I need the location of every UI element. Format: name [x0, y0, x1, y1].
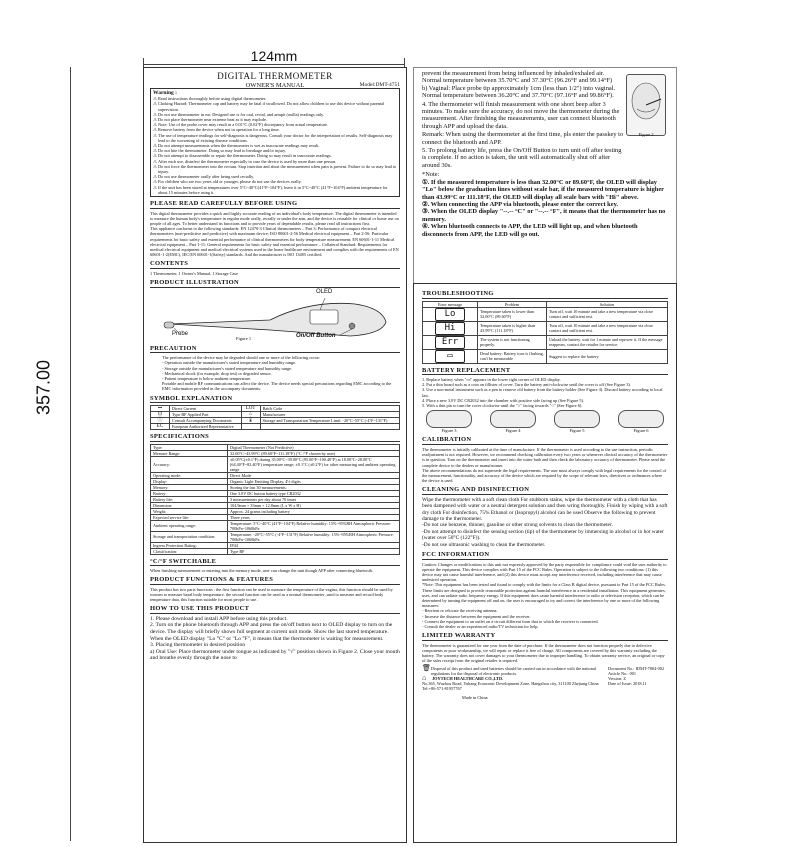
warning-text: Remove battery from the device when not in operation for a long time. — [158, 127, 280, 133]
spec-label: Accuracy: — [151, 456, 228, 472]
battery-figure — [422, 410, 476, 433]
warning-text: Note: Use of the probe cover may result in a 0.01°C (0.02°F) discrepancy from actual temperature. — [158, 122, 329, 128]
spec-value: One 3.0V DC button battery type CR2032 — [228, 490, 400, 496]
spec-value: Three years — [228, 514, 400, 520]
spec-label: Battery: — [151, 490, 228, 496]
switchable-body: When finishing measurement or entering into the memory mode, user can change the unit though APP after connecting bluetooth. — [150, 568, 373, 574]
fcc-item: - Increase the distance between the equipment and the receiver. — [422, 613, 531, 619]
fcc-note: *Note: This equipment has been tested and found to comply with the limits for a Class B digital device, pursuant to Part 15 of the FCC Rules. These limits are designed to provide reasonable protection against harmful interference in a residential installation. This equipment generates, uses, and can radiate radio frequency energy. If this equipment does cause harmful interference to radio or television reception, which can be determined by turning the equipment off and on, the user is encouraged to try and correct the interference by one or more of the following measures: — [422, 582, 666, 609]
probe-tip — [164, 322, 174, 328]
fcc-heading: FCC INFORMATION — [422, 551, 668, 560]
trouble-problem: Dead battery: Battery icon is flashing, can't be measurable — [478, 349, 547, 363]
spec-value: Storing the last 30 measurements. — [228, 484, 400, 490]
battery-figure-drawing — [618, 410, 664, 428]
warning-text: Do not use thermometer in ear. Designed use is for oral, rectal, and armpit (axilla) readings only. — [158, 111, 325, 117]
fcc-body: Caution: Changes or modifications to this unit not expressly approved by the party responsible for compliance could void the user authority to operate the equipment. This device complies with Part 15 of the FCC Rules. Operation is subject to the following two conditions: (1) this device may not cause harmful interference, and (2) this device must accept any interference received, including interference that may cause undesired operation. — [422, 561, 667, 583]
spec-label: Classification: — [151, 548, 228, 554]
precaution-heading: PRECAUTION — [150, 345, 400, 354]
error-code: ▭ — [435, 350, 465, 363]
warning-icon: ⚠ — [153, 158, 157, 164]
spec-value: Temperature: -20°C~55°C (-4°F~131°F) Relative humidity: 15%~95%RH Atmospheric Pressure: 700hPa~1060hPa — [228, 531, 400, 542]
manufacturer-icon: ⌂ — [241, 412, 260, 418]
warning-heading: Warning : — [153, 90, 177, 97]
read-carefully-heading: PLEASE READ CAREFULLY BEFORE USING — [150, 200, 400, 209]
howto-steps — [150, 616, 400, 662]
note-item: ③. When the OLED display "--.-- °C" or "--.-- °F", it means that the thermometer has no memory. — [422, 208, 666, 223]
spec-label: Ingress Protection Rating: — [151, 542, 228, 548]
page-subtitle: OWNER'S MANUAL — [245, 82, 305, 89]
trouble-solution: Suggest to replace the battery. — [547, 349, 668, 363]
spec-row — [151, 548, 400, 554]
error-code: Hi — [435, 322, 465, 335]
battery-heading: BATTERY REPLACEMENT — [422, 367, 668, 376]
warning-icon: ⚠ — [153, 148, 157, 154]
spec-value: ±0.05°C(±0.1°F) during 35.00°C~39.00°C (95.00°F~100.40°F) at 18.00°C~28.00°C (64.40°F~82.40°F) temperature range; ±0.1°C (±0.2°F) for other measuring and ambient operating range — [228, 456, 400, 472]
type-bf-icon: ⊡ — [151, 412, 170, 418]
thermometer-body — [170, 303, 386, 336]
howto-heading: HOW TO USE THIS PRODUCT — [150, 605, 400, 614]
trouble-heading: TROUBLESHOOTING — [422, 290, 668, 299]
company-name: JOYTECH HEALTHCARE CO.,LTD. — [432, 675, 504, 681]
height-label: 357.00 — [33, 359, 54, 416]
battery-step: 4. Place a new 3.0V DC CR2032 into the chamber with positive side facing up (See Figure 5). — [422, 397, 584, 403]
usage-line: Remark: When using the thermometer at the first time, pls enter the passkey to connect the bluetooth and APP. — [422, 131, 624, 146]
width-label: 124mm — [250, 48, 298, 64]
fcc-item: - Consult the dealer or an experienced radio/TV technician for help. — [422, 624, 539, 630]
spec-label: Display: — [151, 478, 228, 484]
symbol-text: Consult Accompanying Documents — [170, 418, 242, 424]
trouble-problem: The system is not functioning properly. — [478, 335, 547, 349]
fcc-list — [422, 608, 668, 629]
made-in: Made in China — [462, 694, 488, 700]
doc-number: Document No.: IDMT-7804-002 — [608, 665, 665, 671]
specs-heading: SPECIFICATIONS — [150, 433, 400, 442]
ec-rep-icon: EC — [151, 424, 170, 430]
usage-line: 5. To prolong battery life, press the On/Off Button to turn unit off after testing is complete. If no action is taken, the unit will automatically shut off after around 30s. — [422, 147, 622, 169]
consult-docs-icon: ⓘ — [151, 418, 170, 424]
model-number: Model:DMT-4751 — [359, 82, 400, 88]
cleaning-heading: CLEANING AND DISINFECTION — [422, 486, 668, 495]
spec-label: Dimension: — [151, 502, 228, 508]
battery-figure-caption: Figure 4 — [505, 428, 521, 434]
spec-label: Type: — [151, 444, 228, 450]
warning-item — [153, 101, 397, 111]
warranty-body: The thermometer is guaranteed for one year from the date of purchase. If the thermometer does not function properly due to defective components or poor workmanship, we will repair or replace it free of charge. All components are covered by this warranty excluding the battery. The warranty does not cover damages to your thermometer due to improper handling. To obtain warranty service, an original or copy of the sales receipt from the original retailer is required. — [422, 642, 665, 664]
battery-figure-caption: Figure 3 — [441, 428, 457, 434]
precaution-item: - Mechanical shock (for example, drop test) or degraded sensor. — [162, 370, 272, 376]
width-dimension — [143, 48, 405, 68]
warning-box — [150, 88, 400, 197]
symbol-text: Batch Code — [260, 406, 399, 412]
usage-line: Normal temperature between 35.70°C and 37.30°C (96.26°F and 99.14°F) — [422, 77, 613, 85]
error-code: Err — [435, 336, 465, 349]
direct-current-icon: ⎓ — [151, 406, 170, 412]
symbol-row — [151, 418, 400, 424]
company-tel: Tel:+86-571-81957767 — [422, 686, 462, 692]
issue-date: Date of Issue: 2018.11 — [608, 681, 647, 687]
warning-text: Do not use thermometer orally after being used rectally. — [158, 174, 255, 180]
fcc-item: - Reorient or relocate the receiving antenna. — [422, 608, 498, 614]
trouble-col-header: Problem — [478, 301, 547, 307]
battery-figure-caption: Figure 5 — [569, 428, 585, 434]
howto-step: 1. Please download and install APP before using this product. — [150, 615, 288, 622]
error-code: Lo — [435, 308, 465, 321]
spec-value: 3 measurements per day about 70 times — [228, 496, 400, 502]
note-item: ①. If the measured temperature is less than 32.00°C or 89.60°F, the OLED will display "Lo" below the graduation lines without scale bar, if the measured temperature is higher than 43.99°C or 111.18°F, the OLED will display all scale bars with "Hi" above. — [422, 178, 664, 201]
trouble-solution: Turn off, wait 10 minute and take a new temperature via close contact and sufficient rest. — [547, 307, 668, 321]
spec-label: Measure Range: — [151, 450, 228, 456]
notes-list — [422, 179, 668, 238]
trouble-solution: Turn off, wait 10 minute and take a new temperature via close contact and sufficient rest. — [547, 321, 668, 335]
warning-icon: ⚠ — [153, 127, 157, 133]
battery-step: 1. Replace battery when "▭" appears in the lower right corner of OLED display. — [422, 377, 561, 382]
button-drawing — [349, 323, 355, 329]
manufacturer-icon: ⌂ — [422, 673, 427, 682]
symbol-text: Manufacturer — [260, 412, 399, 418]
battery-figure — [486, 410, 540, 433]
cleaning-item: -Do not use ultrasonic washing to clean the thermometer. — [422, 541, 546, 548]
troubleshooting-table — [422, 301, 668, 364]
warning-list — [153, 96, 397, 195]
warning-icon: ⚠ — [153, 163, 157, 169]
spec-label: Storage and transportation condition: — [151, 531, 228, 542]
left-panel — [143, 67, 407, 843]
oled-label: OLED — [316, 288, 333, 295]
precaution-item: - Operation outside the manufacturer's stated temperature and humidity range. — [162, 360, 297, 366]
precaution-item: - Patient temperature is below ambient temperature. — [162, 375, 252, 381]
spec-label: Ambient operating range: — [151, 520, 228, 531]
warning-text: Choking Hazard: Thermometer cap and battery may be fatal if swallowed. Do not allow children to use this device without parental supervision. — [158, 101, 385, 112]
spec-value: 104.9mm × 33mm × 12.8mm (L x W x H) — [228, 502, 400, 508]
illustration-figure — [150, 290, 400, 342]
spec-row — [151, 531, 400, 542]
fcc-item: - Connect the equipment to an outlet on a circuit different from that to which the receiver is connected. — [422, 618, 599, 624]
battery-figure-drawing — [490, 410, 536, 428]
warranty-heading: LIMITED WARRANTY — [422, 632, 668, 641]
symbol-text: Direct Current — [170, 406, 242, 412]
spec-label: Expected service life: — [151, 514, 228, 520]
switchable-heading: °C/°F SWITCHABLE — [150, 558, 400, 567]
trouble-col-header: Error message — [423, 301, 478, 307]
illustration-heading: PRODUCT ILLUSTRATION — [150, 279, 400, 288]
button-label: On/Off Button — [296, 332, 336, 339]
page-title: DIGITAL THERMOMETER — [217, 71, 333, 81]
warning-text: After each use, disinfect the thermometer especially in case the device is used by more than one person. — [158, 158, 337, 164]
cleaning-item: -Do not attempt to disinfect the sensing section (tip) of the thermometer by immersing in alcohol or in hot water (water over 50°C (122°F)). — [422, 528, 664, 542]
trouble-problem: Temperature taken is lower than 32.00°C (89.60°F) — [478, 307, 547, 321]
figure-1-caption: Figure 1 — [236, 335, 252, 341]
warning-icon: ⚠ — [153, 143, 157, 149]
warning-text: Do not attempt to disassemble or repair the thermometer. Doing so may result in inaccurate readings. — [158, 153, 332, 159]
figure-2-caption: Figure 2 — [638, 132, 654, 138]
symbol-text: Storage and Transportation Temperature Limit: -20°C~55°C (-4°F~131°F) — [260, 418, 399, 424]
height-dimension — [20, 67, 80, 841]
trouble-row — [423, 349, 668, 363]
warning-item — [153, 185, 397, 195]
note-item: ④. When bluetooth connects to APP, the LED will light up, and when bluetooth disconnects from APP, the LED will go out. — [422, 223, 638, 238]
trouble-col-header: Solution — [547, 301, 668, 307]
functions-body: This product has two parts functions : the first function can be used to measure the temperature of the vagina, this function should be used by women to measure basal body temperature. the second function can be used as a normal thermometer ,used to measure and record body temperature data, this function suitable for most people to use . — [150, 586, 393, 603]
precaution-item: Portable and mobile RF communications can affect the device. The device needs special precautions regarding EMC according to the EMC information provided in the accompany documents. — [162, 381, 392, 392]
figure-2-drawing — [626, 74, 666, 136]
spec-row — [151, 456, 400, 472]
symbols-table — [150, 405, 400, 430]
error-message-display — [423, 335, 478, 349]
symbol-row — [151, 424, 400, 430]
company-address: No.365, Wuzhou Road, Yuhang Economic Development Zone, Hangzhou city, 311100 Zhejiang China — [422, 681, 599, 687]
warning-icon: ⚠ — [153, 153, 157, 159]
batch-code-icon: LOT — [241, 406, 260, 412]
cleaning-body: Wipe the thermometer with a soft clean cloth For stubborn stains, wipe the thermometer with a cloth that has been dampened with water or a neutral detergent solution and then wring thoroughly. Finish by wiping with a soft dry cloth For disinfection, 75% Ethanol or (Isopropyl) alcohol can be used Observe the following to prevent damage to the thermometer. — [422, 496, 668, 523]
warning-icon: ⚠ — [153, 184, 157, 190]
warning-text: Do not bite the thermometer. Doing so may lead to breakage and/or injury. — [158, 148, 287, 154]
spec-value: Digital Thermometer (Not Predictive) — [228, 444, 400, 450]
warning-text: The use of temperature readings for self-diagnosis is dangerous. Consult your doctor for the interpretation of results. Self-diagnosis may lead to the worsening of existing disease conditions. — [158, 132, 393, 143]
probe-label: Probe — [172, 330, 189, 337]
warning-icon: ⚠ — [153, 174, 157, 180]
warning-icon: ⚠ — [153, 111, 157, 117]
error-message-display — [423, 321, 478, 335]
warning-icon: ⚠ — [153, 101, 157, 107]
spec-label: Battery life: — [151, 496, 228, 502]
note-item: ②. When connecting the APP via bluetooth, please enter the correct key. — [422, 200, 619, 208]
spec-label: Operating mode: — [151, 472, 228, 478]
battery-figure-drawing — [554, 410, 600, 428]
spec-value: Type BF — [228, 548, 400, 554]
specs-table — [150, 444, 400, 555]
symbol-text: Type BF Applied Part — [170, 412, 242, 418]
spec-value: Temperature: 5°C~40°C (41°F~104°F) Relative humidity: 15%~95%RH Atmospheric Pressure: 700hPa~1060hPa — [228, 520, 400, 531]
trouble-row — [423, 321, 668, 335]
spec-label: Memory: — [151, 484, 228, 490]
cleaning-list — [422, 522, 668, 548]
spec-value: IP44 — [228, 542, 400, 548]
howto-step: 3. Placing thermometer in desired position — [150, 642, 246, 649]
blank-icon — [241, 424, 260, 430]
calibration-heading: CALIBRATION — [422, 436, 668, 445]
error-message-display — [423, 307, 478, 321]
warning-item — [153, 133, 397, 143]
spec-value: Approx. 24 grams including battery — [228, 508, 400, 514]
version: Version: Z — [608, 675, 627, 681]
usage-line: b) Vaginal: Place probe tip approximately 1cm (less than 1/2") into vaginal. Normal temperature between 36.20°C and 37.70°C (97.16°F and 99.86°F). — [422, 84, 616, 100]
howto-step: 2. Turn on the phone bluetooth through APP and press the on/off button next to OLED display to turn on the device. The display will briefly shows full segment at current unit mode. Show the last stored temperature. When the OLED display "Lo °C" or "Lo °F", it means that the thermometer is waiting for measurement. — [150, 622, 393, 642]
spec-value: 32.00°C~43.99°C (89.60°F~111.18°F) (°C /°F chosen by user) — [228, 450, 400, 456]
usage-line: 4. The thermometer will finish measurement with one short beep after 3 minutes. To make sure the accuracy, do not move the thermometer during the measurement. After finishing the measurements, user can connect bluetooth through APP and upload the data. — [422, 100, 620, 130]
warning-icon: ⚠ — [153, 117, 157, 123]
symbols-heading: SYMBOL EXPLANATION — [150, 395, 400, 404]
warning-text: Do not attempt measurements when the thermometer is wet as inaccurate readings may result. — [158, 143, 320, 149]
symbol-text: European Authorized Representative — [170, 424, 242, 430]
howto-step: a) Oral Use: Place thermometer under tongue as indicated by "√" position shown in Figure 2. Close your mouth and breathe evenly through the nose to — [150, 648, 400, 662]
spec-label: Weight: — [151, 508, 228, 514]
warning-text: Do not place thermometer near extreme heat as it may explode. — [158, 117, 267, 123]
warning-text: Do not force the thermometer into the rectum. Stop insertion and abort the measurement when pain is present. Failure to do so may lead to injury. — [158, 163, 397, 175]
contents-body: 1 Thermometer, 1 Owner's Manual, 1 Storage Case — [150, 270, 238, 276]
battery-figure — [614, 410, 668, 433]
calibration-body: The thermometer is initially calibrated at the time of manufacture. If the thermometer is used according to the use instruction, periodic readjustment is not required. However, we recommend checking calibration every two years or whenever clinical accuracy of the thermometer is in question. Turn on the thermometer and insert into the water bath and then check the laboratory accuracy of thermometer. Please send the complete device to the dealers or manufacturer. — [422, 446, 668, 468]
temperature-limit-icon: 🌡 — [241, 418, 260, 424]
article-number: Article No.: 001 — [608, 670, 637, 676]
precaution-item: - Storage outside the manufacturer's stated temperature and humidity range. — [162, 365, 293, 371]
trouble-solution: Unload the battery, wait for 1 minute and repower it. If the message reappears, contact the retailer for service. — [547, 335, 668, 349]
cleaning-item: -Do not use benzene, thinner, gasoline or other strong solvents to clean the thermometer. — [422, 522, 613, 529]
spec-value: Organic Light Emitting Display, 4½ digits — [228, 478, 400, 484]
battery-step: 5. With a thin pin to turn the cover clockwise until the "○" facing towards "○" (See Figure 6). — [422, 403, 583, 409]
spec-row — [151, 520, 400, 531]
oled-display-drawing — [310, 310, 338, 324]
precaution-item: The performance of the device may be degraded should one or more of the following occur: — [162, 355, 321, 361]
battery-figure-caption: Figure 6 — [633, 428, 649, 434]
battery-step: 3. Use a non-metal instrument such as a pen to remove old battery from the battery holder (See Figure 4). Discard battery according to local law. — [422, 387, 663, 398]
note-heading: *Note: — [422, 171, 440, 179]
contents-heading: CONTENTS — [150, 260, 400, 269]
warning-text: For children who are two years old or younger, please do not use the devices orally. — [158, 179, 302, 185]
functions-heading: PRODUCT FUNCTIONS & FEATURES — [150, 576, 400, 585]
trouble-row — [423, 307, 668, 321]
calibration-body-2: The above recommendations do not supersede the legal requirements. The user must always comply with legal requirements for the control of the measurement, functionality, and accuracy of the device which are required by the scope of relevant laws, directives or ordinances where the device is used. — [422, 467, 667, 484]
battery-figures — [422, 410, 668, 433]
warning-icon: ⚠ — [153, 122, 157, 128]
battery-figure-drawing — [426, 410, 472, 428]
trouble-problem: Temperature taken is higher than 43.99°C (111.18°F) — [478, 321, 547, 335]
warning-item — [153, 164, 397, 174]
battery-figure — [550, 410, 604, 433]
battery-step: 2. Put a thin board such as a coin on fillister of cover. Turn the battery anti-clockwise until the cover is off (See Figure 3). — [422, 382, 631, 388]
read-carefully-body: This digital thermometer provides a quick and highly accurate reading of an individual's body temperature. The digital thermometer is intended to measure the human body's temperature in regular mode orally, rectally or under the arm, and the device is reusable for clinical or home use on people of all ages. To better understand its functions and to provide years of dependable results, please read all instructions first. — [150, 210, 399, 226]
warning-text: Read instructions thoroughly before using digital thermometer. — [158, 96, 267, 102]
precaution-list — [150, 355, 400, 391]
battery-steps — [422, 377, 668, 408]
spec-value: Direct Mode — [228, 472, 400, 478]
symbol-text — [260, 424, 399, 430]
bin-icon: 🗑 — [422, 663, 431, 672]
warning-text: If the unit has been stored at temperatures over 5°C~40°C(41°F~104°F), leave it in 5°C~40°C (41°F~104°F) ambient temperature for about 15 minutes before using it. — [158, 184, 388, 195]
standards-text: This appliance conforms to the following standards: EN 12470-3 Clinical thermometers – Part 3: Performance of compact electrical thermometers (non-predictive and predictive) with maximum device; ISO 80601-2-56 Medical electrical equipment – Part 2-56: Particular requirements for basic safety and essential performance of clinical thermometers for body temperature measurement; EN 60601-1-11 Medical electrical equipment – Part 1-11: General requirements for basic safety and essential performance – Collateral Standard: Requirements for medical electrical equipment and medical electrical systems used in the home healthcare environment and complies with the requirements of EN 60601-1-2(EMC), IEC/EN 60601-1(Safety) standards. And the manufacturer is ISO 13485 certified. — [150, 226, 399, 258]
disposal-text: Disposal of this product and used batteries should be carried out in accordance with the national regulations for the disposal of electronic products. — [430, 665, 596, 676]
usage-line: prevent the measurement from being influenced by inhaled/exhaled air. — [422, 70, 605, 77]
right-bottom-panel — [413, 283, 677, 843]
warning-icon: ⚠ — [153, 179, 157, 185]
warning-icon: ⚠ — [153, 96, 157, 102]
error-message-display — [423, 349, 478, 363]
trouble-row — [423, 335, 668, 349]
warning-icon: ⚠ — [153, 132, 157, 138]
